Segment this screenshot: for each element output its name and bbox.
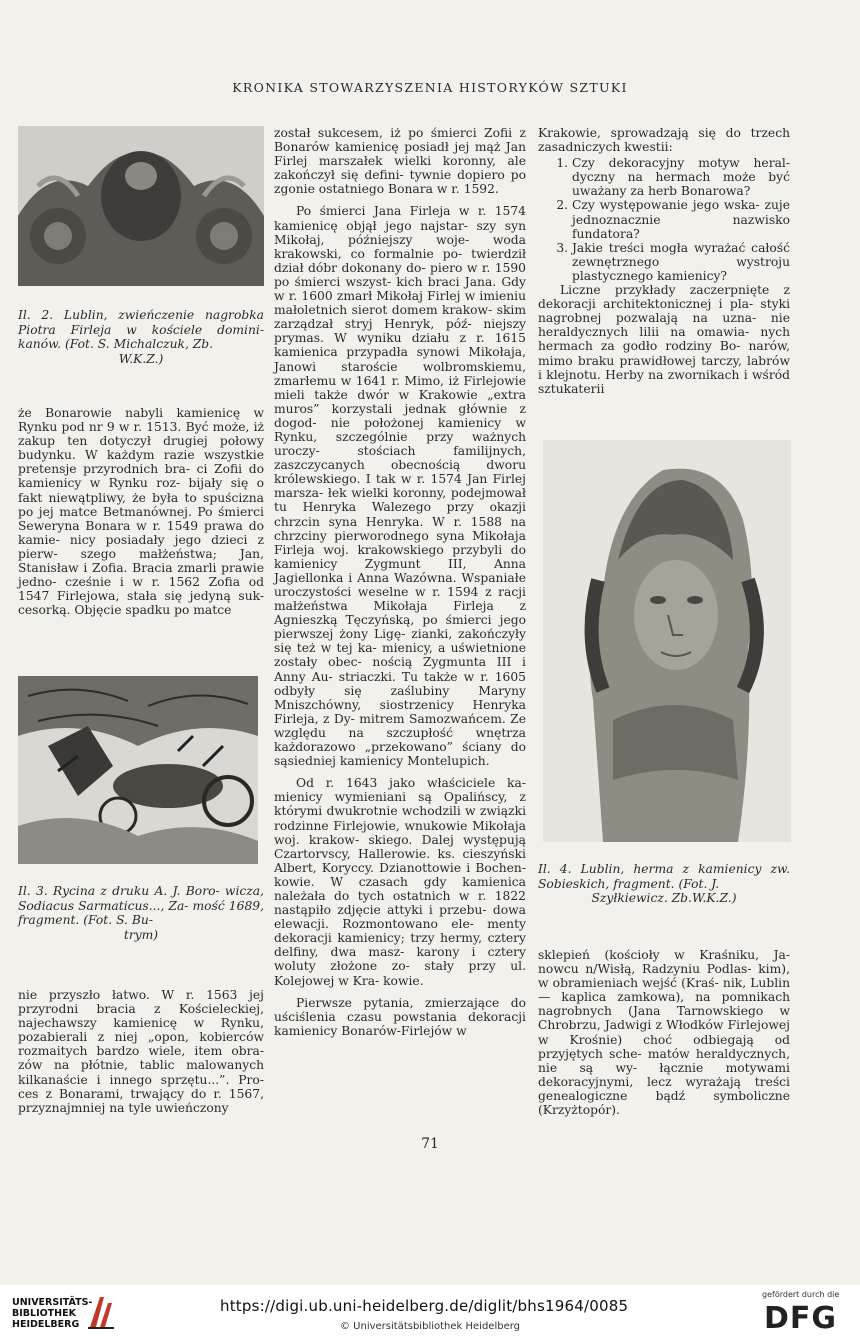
paragraph: Pierwsze pytania, zmierzające do uściślenia czasu powstania dekoracji kamienicy Bonarów-Firlejów w [274, 995, 526, 1038]
list-item: 2. Czy występowanie jego wska- zuje jednoznacznie nazwisko fundatora? [572, 198, 790, 240]
figure-2-caption-end: W.K.Z.) [118, 351, 164, 366]
running-header: KRONIKA STOWARZYSZENIA HISTORYKÓW SZTUKI [232, 80, 628, 95]
page-number: 71 [421, 1136, 439, 1152]
paragraph: że Bonarowie nabyli kamienicę w Rynku pod nr 9 w r. 1513. Być może, iż zakup ten dotyczył drugiej połowy budynku. W każdym razie wszystkie pretensje przyrodnich bra- ci Zofii do kamienicy w Rynku roz- bijały się o fakt niewątpliwy, że była to spuścizna po jej matce Betmanównej. Po śmierci Seweryna Bonara w r. 1549 prawa do kamie- nicy posiadały jego dzieci z pierw- szego małżeństwa; Jan, Stanisław i Zofia. Bracia zmarli prawie jedno- cześnie i w r. 1562 Zofia od 1547 Firlejowa, stała się jedyną suk- cesorką. Objęcie spadku po matce [18, 406, 264, 618]
library-name-line: HEIDELBERG [12, 1319, 80, 1330]
library-logo-text [12, 1297, 92, 1330]
paragraph: Po śmierci Jana Firleja w r. 1574 kamienicę objął jego najstar- szy syn Mikołaj, późniejszy woje- woda krakowski, co formalnie po- twierdził dział dóbr dokonany do- piero w r. 1590 po śmierci wszyst- kich braci Jana. Gdy w r. 1600 zmarł Mikołaj Firlej w imieniu małoletnich sierot domem krakow- skim zarządzał stryj Henryk, póź- niejszy prymas. W wyniku działu z r. 1615 kamienica przypadła synowi Mikołaja, Janowi staroście wolbromskiemu, zmarłemu w 1641 r. Mimo, iż Firlejowie mieli także dwór w Krakowie „extra muros” korzystali jednak głównie z dogod- nie położonej kamienicy w Rynku, szczególnie przy ważnych uroczy- stościach familijnych, zaszczycanych obecnością dworu królewskiego. I tak w r. 1574 Jan Firlej marsza- łek wielki koronny, podejmował tu Henryka Walezego przy okazji chrzcin syna Henryka. W r. 1588 na chrzciny pierworodnego syna Mikołaja Firleja woj. krakowskiego przybyli do kamienicy Zygmunt III, Anna Jagiellonka i Anna Wazówna. Wspaniałe uroczystości weselne w r. 1594 z racji małżeństwa Mikołaja Firleja z Agnieszką Tęczyńską, po śmierci jego pierwszej żony Ligę- zianki, zakończyły się też w tej ka- mienicy, a uświetnione zostały obec- nością Zygmunta III i Anny Au- striaczki. Tu także w r. 1605 odbyły się zaślubiny Maryny Mniszchówny, siostrzenicy Henryka Firleja, z Dy- mitrem Samozwańcem. Ze względu na szczupłość wnętrza każdorazowo „przekowano” ściany do sąsiedniej kamienicy Montelupich. [274, 204, 526, 769]
left-column-text-1 [18, 406, 264, 617]
figure-3-caption-text: Il. 3. Rycina z druku A. J. Boro- wicza, Sodiacus Sarmaticus..., Za- mość 1689, fragment. (Fot. S. Bu- [18, 884, 264, 927]
paragraph: został sukcesem, iż po śmierci Zofii z Bonarów kamienicę posiadł jej mąż Jan Firlej marszałek wielki koronny, ale zakończył się defini- tywnie dopiero po zgonie ostatniego Bonara w r. 1592. [274, 126, 526, 197]
figure-4-caption-text: Il. 4. Lublin, herma z kamienicy zw. Sobieskich, fragment. (Fot. J. [538, 862, 790, 891]
copyright-notice: © Universitätsbibliothek Heidelberg [340, 1321, 521, 1332]
figure-4-caption-end: Szyłkiewicz. Zb.W.K.Z.) [591, 891, 737, 905]
dfg-logo: DFG [764, 1301, 838, 1336]
funding-note: gefördert durch die [762, 1290, 840, 1299]
permalink-url[interactable]: https://digi.ub.uni-heidelberg.de/diglit/bhs1964/0085 [220, 1297, 629, 1315]
figure-2-caption [18, 308, 264, 366]
questions-list [538, 156, 790, 283]
figure-3-caption [18, 884, 264, 942]
digitization-footer [0, 1285, 860, 1344]
middle-column-text [274, 126, 526, 1038]
paragraph: nie przyszło łatwo. W r. 1563 jej przyrodni bracia z Kościeleckiej, najechawszy kamienicę w Rynku, pozabierali z niej „opon, kobierców rozmaitych bardzo wiele, item obra- zów na płótnie, tablic malowanych kilkanaście i innego sprzętu...”. Pro- ces z Bonarami, trwający do r. 1567, przyznajmniej na tyle uwieńczony [18, 988, 264, 1115]
right-column-text-2 [538, 948, 790, 1117]
figure-4-herm-sculpture-photo [543, 440, 791, 842]
figure-3-engraving [18, 676, 258, 864]
library-name-line: BIBLIOTHEK [12, 1308, 76, 1319]
right-column-text-1 [538, 126, 790, 396]
figure-2-caption-text: Il. 2. Lublin, zwieńczenie nagrobka Piotra Firleja w kościele domini- kanów. (Fot. S. Michalczuk, Zb. [18, 308, 264, 351]
paragraph: sklepień (kościoły w Kraśniku, Ja- nowcu n/Wisłą, Radzyniu Podlas- kim), w obramieniach wejść (Kraś- nik, Lublin — kaplica zamkowa), na pomnikach nagrobnych (Jana Tarnowskiego w Chrobrzu, Jadwigi z Włodków Firlejowej w Krośnie) choć odbiegają od przyjętych sche- matów heraldycznych, nie są wy- łącznie motywami dekoracyjnymi, lecz wyrażają treści genealogiczne bądź symboliczne (Krzyżtopór). [538, 948, 790, 1118]
paragraph: Krakowie, sprowadzają się do trzech zasadniczych kwestii: [538, 126, 790, 155]
library-name-line: UNIVERSITÄTS- [12, 1297, 93, 1308]
left-column-text-2 [18, 988, 264, 1115]
figure-2-tomb-crest-photo [18, 126, 264, 286]
figure-3-caption-end: trym) [123, 927, 159, 942]
figure-4-caption [538, 862, 790, 906]
paragraph: Liczne przykłady zaczerpnięte z dekoracji architektonicznej i pla- styki nagrobnej pozwalają na uzna- nie heraldycznych lilii na omawia- nych hermach za godło rodziny Bo- narów, mimo braku prawidłowej tarczy, labrów i klejnotu. Herby na zwornikach i wśród sztukaterii [538, 283, 790, 396]
paragraph: Od r. 1643 jako właściciele ka- mienicy wymieniani są Opalińscy, z którymi dwukrotnie wchodzili w związki rodzinne Firlejowie, wnukowie Mikołaja woj. krakow- skiego. Dalej występują Czartorvscy, Hallerowie. ks. cieszyński Albert, Koryccy. Dzianottowie i Bochen- kowie. W czasach gdy kamienica należała do tych ostatnich w r. 1822 nastąpiło zdjęcie attyki i przebu- dowa elewacji. Rozmontowano ele- menty dekoracji kamienicy; trzy hermy, cztery delfiny, dwa masz- karony i cztery woluty złożone zo- stały przy ul. Kolejowej w Kra- kowie. [274, 776, 526, 988]
list-item: 3. Jakie treści mogła wyrażać całość zewnętrznego wystroju plastycznego kamienicy? [572, 241, 790, 283]
library-logo-icon [86, 1293, 116, 1331]
list-item: 1. Czy dekoracyjny motyw heral- dyczny na hermach może być uważany za herb Bonarowa? [572, 156, 790, 198]
